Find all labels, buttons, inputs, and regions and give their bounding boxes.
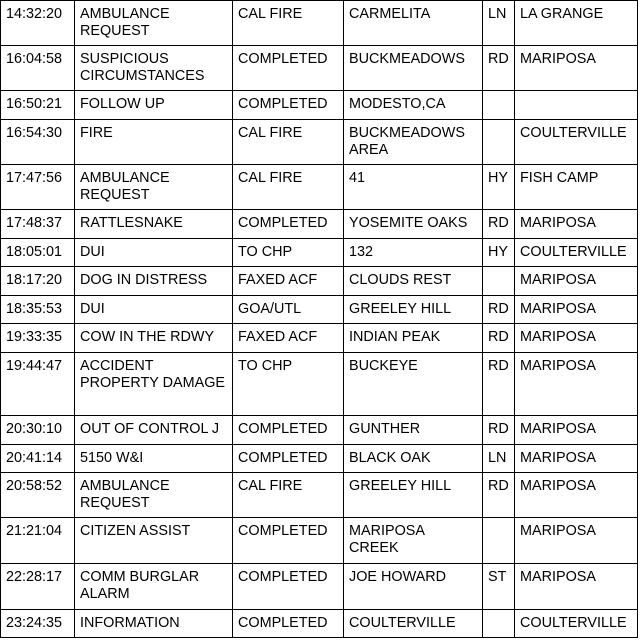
call-type-cell: OUT OF CONTROL J — [75, 416, 233, 445]
street-suffix-cell: HY — [483, 239, 515, 267]
time-cell: 20:30:10 — [1, 416, 75, 445]
time-cell: 20:41:14 — [1, 445, 75, 473]
city-cell: MARIPOSA — [515, 445, 638, 473]
street-suffix-cell: RD — [483, 353, 515, 416]
city-cell: COULTERVILLE — [515, 239, 638, 267]
street-suffix-cell — [483, 267, 515, 296]
table-row — [1, 564, 638, 610]
location-cell: INDIAN PEAK — [344, 324, 483, 353]
call-type-cell: AMBULANCE REQUEST — [75, 165, 233, 210]
call-type-cell: 5150 W&I — [75, 445, 233, 473]
city-cell: FISH CAMP — [515, 165, 638, 210]
location-cell: CLOUDS REST — [344, 267, 483, 296]
table-row — [1, 353, 638, 416]
disposition-cell: TO CHP — [233, 239, 344, 267]
disposition-cell: TO CHP — [233, 353, 344, 416]
location-cell: BUCKMEADOWS — [344, 46, 483, 91]
city-cell: COULTERVILLE — [515, 610, 638, 638]
time-cell: 17:48:37 — [1, 210, 75, 239]
street-suffix-cell — [483, 91, 515, 120]
street-suffix-cell: RD — [483, 324, 515, 353]
time-cell: 18:17:20 — [1, 267, 75, 296]
call-type-cell: RATTLESNAKE — [75, 210, 233, 239]
city-cell: MARIPOSA — [515, 267, 638, 296]
time-cell: 16:04:58 — [1, 46, 75, 91]
table-row — [1, 1, 638, 46]
call-type-cell: ACCIDENT PROPERTY DAMAGE — [75, 353, 233, 416]
time-cell: 18:05:01 — [1, 239, 75, 267]
table-row — [1, 165, 638, 210]
disposition-cell: COMPLETED — [233, 210, 344, 239]
disposition-cell: COMPLETED — [233, 564, 344, 610]
time-cell: 19:33:35 — [1, 324, 75, 353]
location-cell: COULTERVILLE — [344, 610, 483, 638]
call-type-cell: COW IN THE RDWY — [75, 324, 233, 353]
city-cell: COULTERVILLE — [515, 120, 638, 165]
time-cell: 16:50:21 — [1, 91, 75, 120]
location-cell: BUCKEYE — [344, 353, 483, 416]
table-row — [1, 120, 638, 165]
location-cell: CARMELITA — [344, 1, 483, 46]
disposition-cell: CAL FIRE — [233, 165, 344, 210]
location-cell: GREELEY HILL — [344, 473, 483, 518]
city-cell: MARIPOSA — [515, 210, 638, 239]
table-row — [1, 324, 638, 353]
street-suffix-cell — [483, 518, 515, 564]
street-suffix-cell: RD — [483, 46, 515, 91]
street-suffix-cell: LN — [483, 445, 515, 473]
location-cell: 41 — [344, 165, 483, 210]
table-row — [1, 610, 638, 638]
location-cell: 132 — [344, 239, 483, 267]
street-suffix-cell — [483, 610, 515, 638]
city-cell: MARIPOSA — [515, 518, 638, 564]
street-suffix-cell: RD — [483, 210, 515, 239]
city-cell: MARIPOSA — [515, 353, 638, 416]
table-row — [1, 46, 638, 91]
call-type-cell: SUSPICIOUS CIRCUMSTANCES — [75, 46, 233, 91]
dispatch-log-body — [1, 1, 638, 638]
call-type-cell: FIRE — [75, 120, 233, 165]
street-suffix-cell: RD — [483, 296, 515, 324]
table-row — [1, 91, 638, 120]
disposition-cell: GOA/UTL — [233, 296, 344, 324]
city-cell: MARIPOSA — [515, 473, 638, 518]
call-type-cell: DUI — [75, 296, 233, 324]
time-cell: 20:58:52 — [1, 473, 75, 518]
city-cell — [515, 91, 638, 120]
street-suffix-cell: HY — [483, 165, 515, 210]
table-row — [1, 518, 638, 564]
city-cell: MARIPOSA — [515, 564, 638, 610]
city-cell: MARIPOSA — [515, 324, 638, 353]
disposition-cell: FAXED ACF — [233, 324, 344, 353]
street-suffix-cell: RD — [483, 416, 515, 445]
city-cell: MARIPOSA — [515, 416, 638, 445]
city-cell: LA GRANGE — [515, 1, 638, 46]
call-type-cell: AMBULANCE REQUEST — [75, 473, 233, 518]
street-suffix-cell: ST — [483, 564, 515, 610]
time-cell: 14:32:20 — [1, 1, 75, 46]
disposition-cell: CAL FIRE — [233, 1, 344, 46]
disposition-cell: COMPLETED — [233, 416, 344, 445]
location-cell: JOE HOWARD — [344, 564, 483, 610]
location-cell: YOSEMITE OAKS — [344, 210, 483, 239]
disposition-cell: CAL FIRE — [233, 473, 344, 518]
disposition-cell: COMPLETED — [233, 445, 344, 473]
location-cell: MARIPOSA CREEK — [344, 518, 483, 564]
table-row — [1, 416, 638, 445]
time-cell: 19:44:47 — [1, 353, 75, 416]
table-row — [1, 296, 638, 324]
disposition-cell: COMPLETED — [233, 46, 344, 91]
call-type-cell: FOLLOW UP — [75, 91, 233, 120]
time-cell: 16:54:30 — [1, 120, 75, 165]
disposition-cell: COMPLETED — [233, 91, 344, 120]
city-cell: MARIPOSA — [515, 296, 638, 324]
table-row — [1, 267, 638, 296]
time-cell: 22:28:17 — [1, 564, 75, 610]
disposition-cell: CAL FIRE — [233, 120, 344, 165]
call-type-cell: CITIZEN ASSIST — [75, 518, 233, 564]
location-cell: GUNTHER — [344, 416, 483, 445]
disposition-cell: COMPLETED — [233, 518, 344, 564]
table-row — [1, 445, 638, 473]
time-cell: 21:21:04 — [1, 518, 75, 564]
call-type-cell: COMM BURGLAR ALARM — [75, 564, 233, 610]
table-row — [1, 473, 638, 518]
street-suffix-cell: LN — [483, 1, 515, 46]
time-cell: 18:35:53 — [1, 296, 75, 324]
time-cell: 17:47:56 — [1, 165, 75, 210]
table-row — [1, 210, 638, 239]
call-type-cell: DUI — [75, 239, 233, 267]
disposition-cell: COMPLETED — [233, 610, 344, 638]
street-suffix-cell: RD — [483, 473, 515, 518]
city-cell: MARIPOSA — [515, 46, 638, 91]
location-cell: MODESTO,CA — [344, 91, 483, 120]
street-suffix-cell — [483, 120, 515, 165]
location-cell: BUCKMEADOWS AREA — [344, 120, 483, 165]
location-cell: GREELEY HILL — [344, 296, 483, 324]
table-row — [1, 239, 638, 267]
call-type-cell: DOG IN DISTRESS — [75, 267, 233, 296]
time-cell: 23:24:35 — [1, 610, 75, 638]
disposition-cell: FAXED ACF — [233, 267, 344, 296]
call-type-cell: AMBULANCE REQUEST — [75, 1, 233, 46]
location-cell: BLACK OAK — [344, 445, 483, 473]
call-type-cell: INFORMATION — [75, 610, 233, 638]
